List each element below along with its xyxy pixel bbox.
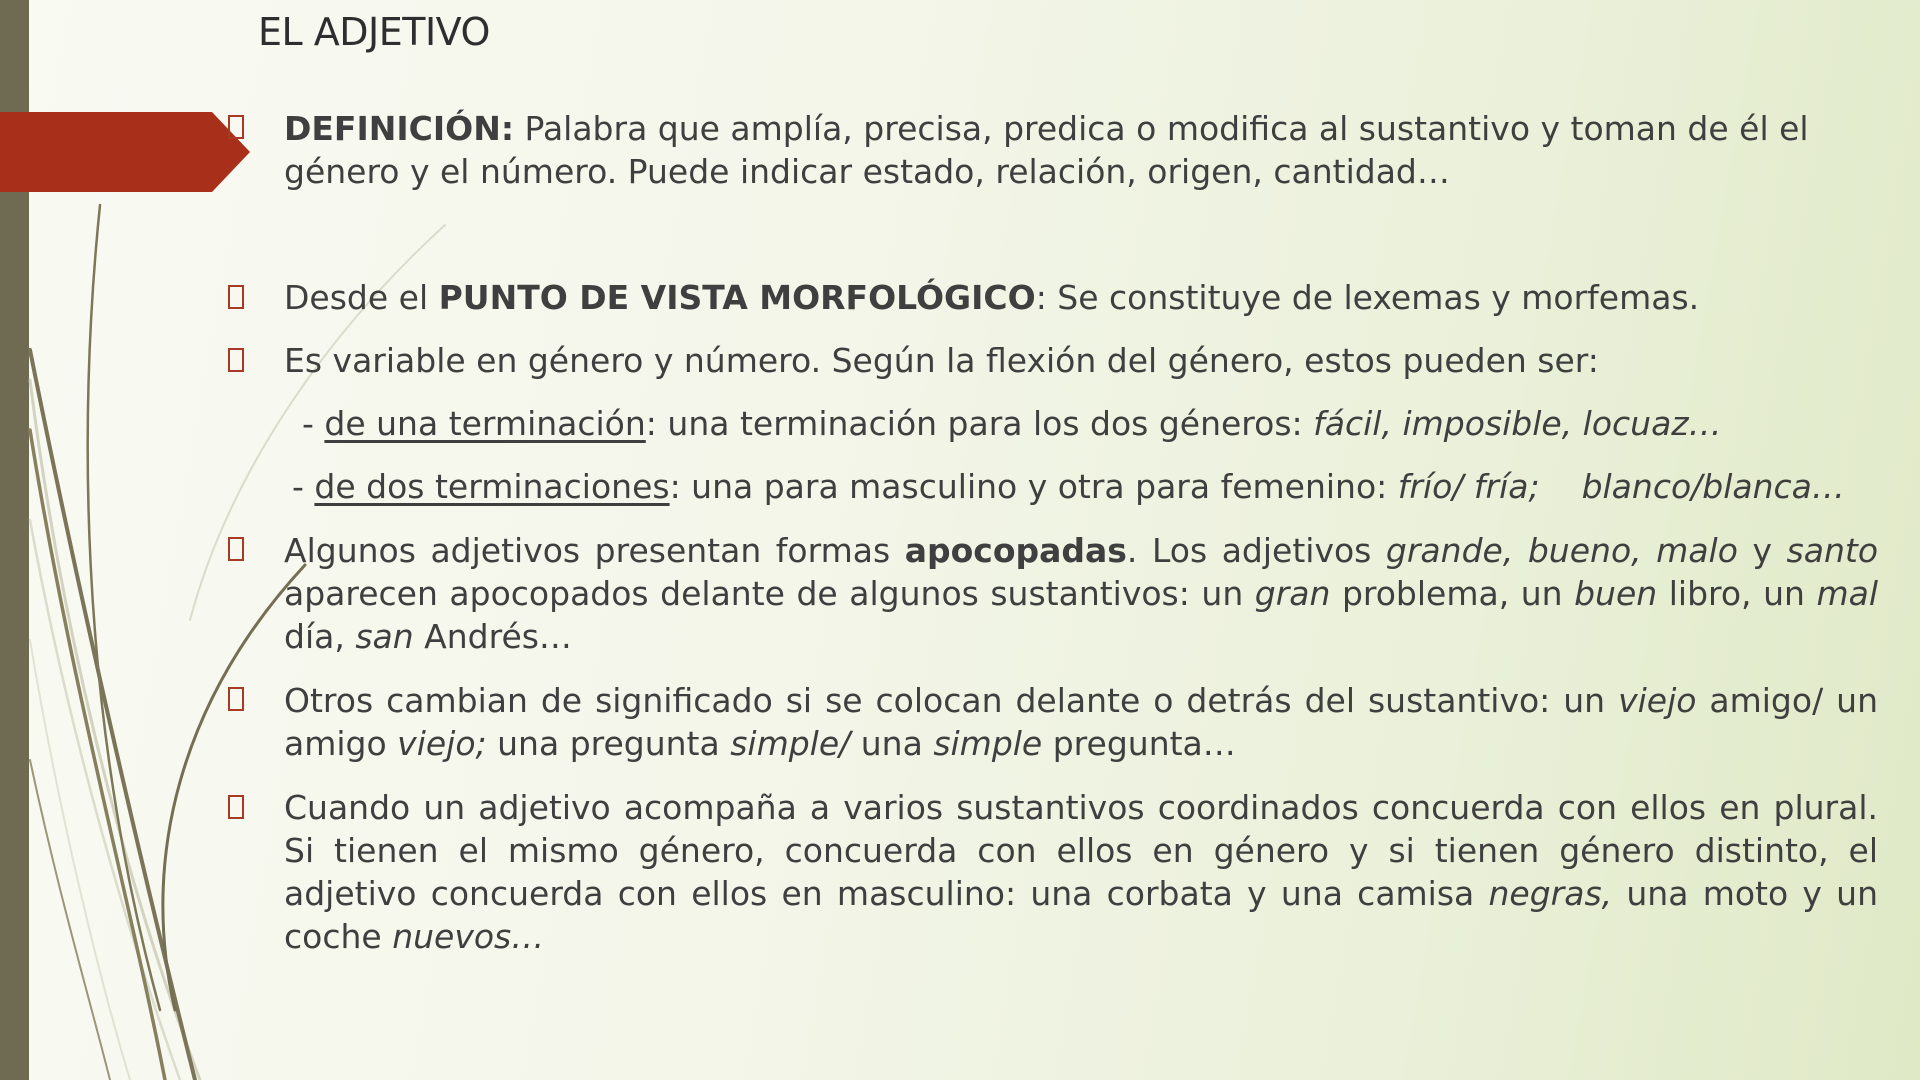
bullet-icon (228, 795, 244, 819)
dos-terminaciones-examples: frío/ fría; blanco/blanca… (1397, 467, 1845, 506)
dos-terminaciones-text: : una para masculino y otra para femenino: (669, 467, 1398, 506)
una-terminacion-dash: - (302, 404, 325, 443)
definicion-item (284, 107, 1878, 193)
morfologico-pre: Desde el (284, 278, 439, 317)
curve-light-3 (30, 640, 130, 1080)
concordancia-example-1: negras, (1488, 874, 1613, 913)
bullet-icon (228, 115, 244, 139)
slide-title: EL ADJETIVO (258, 10, 490, 54)
significado-text-1: Otros cambian de significado si se colocan delante o detrás del sustantivo: un (284, 681, 1619, 720)
apocopadas-pre: Algunos adjetivos presentan formas (284, 531, 905, 570)
variable-text: Es variable en género y número. Según la flexión del género, estos pueden ser: (284, 341, 1599, 380)
dos-terminaciones-label: de dos terminaciones (314, 467, 670, 506)
apocopadas-text-4: problema, un (1330, 574, 1575, 613)
bullet-icon (228, 285, 244, 309)
significado-text-5: pregunta… (1042, 724, 1236, 763)
apocopadas-text-7: Andrés… (413, 617, 572, 656)
significado-item (284, 679, 1878, 765)
apocopadas-example-5: mal (1816, 574, 1878, 613)
significado-example-3: simple/ (730, 724, 851, 763)
apocopadas-example-3: gran (1254, 574, 1331, 613)
dos-terminaciones-subitem (292, 465, 1845, 508)
curve-dark-1 (30, 350, 195, 1080)
red-arrow-banner (0, 112, 252, 192)
una-terminacion-text: : una terminación para los dos géneros: (645, 404, 1314, 443)
significado-text-2: amigo/ un amigo (284, 681, 1878, 763)
concordancia-text-2: una moto y un coche (284, 874, 1878, 956)
morfologico-text: : Se constituye de lexemas y morfemas. (1035, 278, 1700, 317)
curve-thin-1 (30, 760, 110, 1080)
significado-example-1: viejo (1618, 681, 1697, 720)
apocopadas-text-1: . Los adjetivos (1126, 531, 1386, 570)
apocopadas-example-2: santo (1786, 531, 1879, 570)
bullet-icon (228, 348, 244, 372)
significado-text-4: una (850, 724, 934, 763)
variable-item (284, 339, 1878, 382)
dos-terminaciones-dash: - (292, 467, 315, 506)
definicion-text: Palabra que amplía, precisa, predica o modifica al sustantivo y toman de él el género y el número. Puede indicar estado, relación, origen, cantidad… (284, 109, 1809, 191)
apocopadas-label: apocopadas (904, 531, 1127, 570)
una-terminacion-subitem (302, 402, 1722, 445)
concordancia-item (284, 786, 1878, 958)
concordancia-example-2: nuevos… (392, 917, 545, 956)
apocopadas-text-6: día, (284, 617, 356, 656)
una-terminacion-label: de una terminación (324, 404, 646, 443)
apocopadas-text-5: libro, un (1657, 574, 1817, 613)
apocopadas-text-3: aparecen apocopados delante de algunos sustantivos: un (284, 574, 1255, 613)
apocopadas-example-4: buen (1574, 574, 1658, 613)
significado-example-4: simple (933, 724, 1043, 763)
apocopadas-example-1: grande, bueno, malo (1385, 531, 1738, 570)
una-terminacion-examples: fácil, imposible, locuaz… (1313, 404, 1722, 443)
definicion-label: DEFINICIÓN: (284, 109, 515, 148)
bullet-icon (228, 687, 244, 711)
morfologico-item (284, 276, 1878, 319)
apocopadas-text-2: y (1737, 531, 1787, 570)
significado-text-3: una pregunta (486, 724, 731, 763)
curve-light-1 (30, 380, 200, 1080)
apocopadas-item (284, 529, 1878, 658)
significado-example-2: viejo; (397, 724, 487, 763)
bullet-icon (228, 537, 244, 561)
apocopadas-example-6: san (355, 617, 414, 656)
morfologico-label: PUNTO DE VISTA MORFOLÓGICO (438, 278, 1036, 317)
concordancia-text-1: Cuando un adjetivo acompaña a varios sustantivos coordinados concuerda con ellos en plural. Si tienen el mismo género, concuerda con ellos en género y si tienen género distinto, el adjetivo concuerda con ellos en masculino: una corbata y una camisa (284, 788, 1878, 913)
